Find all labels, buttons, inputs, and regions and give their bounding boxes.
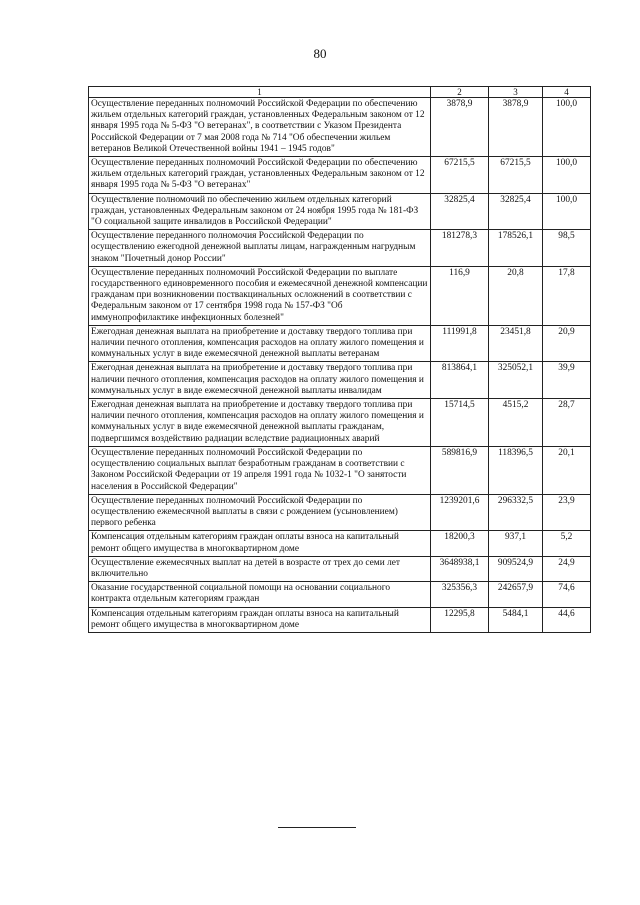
row-percent-value: 39,9: [543, 362, 591, 399]
row-actual-value: 118396,5: [489, 446, 543, 494]
table-row: [89, 446, 591, 494]
row-plan-value: 589816,9: [431, 446, 489, 494]
row-actual-value: 3878,9: [489, 98, 543, 157]
row-description: Ежегодная денежная выплата на приобретение и доставку твердого топлива при наличии печного отопления, компенсация расходов на оплату жилого помещения и коммунальных услуг в виде ежемесячной денежной выплаты ветеранам: [89, 325, 431, 362]
row-actual-value: 4515,2: [489, 399, 543, 447]
row-percent-value: 20,1: [543, 446, 591, 494]
row-percent-value: 100,0: [543, 98, 591, 157]
row-actual-value: 296332,5: [489, 494, 543, 531]
row-description: Оказание государственной социальной помощи на основании социального контракта отдельным категориям граждан: [89, 582, 431, 607]
row-percent-value: 20,9: [543, 325, 591, 362]
row-actual-value: 20,8: [489, 266, 543, 325]
separator-line: [278, 827, 356, 828]
row-percent-value: 44,6: [543, 607, 591, 632]
row-percent-value: 74,6: [543, 582, 591, 607]
row-plan-value: 325356,3: [431, 582, 489, 607]
row-actual-value: 325052,1: [489, 362, 543, 399]
table-row: [89, 98, 591, 157]
row-percent-value: 98,5: [543, 230, 591, 267]
budget-table: [88, 86, 591, 633]
page-number: 80: [313, 46, 327, 61]
table-row: [89, 494, 591, 531]
row-actual-value: 5484,1: [489, 607, 543, 632]
table-row: [89, 193, 591, 230]
table-row: [89, 582, 591, 607]
row-description: Компенсация отдельным категориям граждан оплаты взноса на капитальный ремонт общего имущества в многоквартирном доме: [89, 531, 431, 556]
table-row: [89, 399, 591, 447]
header-col-1: 1: [89, 87, 431, 98]
row-percent-value: 100,0: [543, 193, 591, 230]
header-col-4: 4: [543, 87, 591, 98]
row-actual-value: 23451,8: [489, 325, 543, 362]
row-description: Осуществление полномочий по обеспечению жильем отдельных категорий граждан, установленных Федеральным законом от 24 ноября 1995 года № 181-ФЗ "О социальной защите инвалидов в Российской Федерации": [89, 193, 431, 230]
row-percent-value: 5,2: [543, 531, 591, 556]
row-plan-value: 3878,9: [431, 98, 489, 157]
row-actual-value: 32825,4: [489, 193, 543, 230]
table-header-row: [89, 87, 591, 98]
row-description: Осуществление переданного полномочия Российской Федерации по осуществлению ежегодной денежной выплаты лицам, награжденным нагрудным знаком "Почетный донор России": [89, 230, 431, 267]
row-actual-value: 67215,5: [489, 157, 543, 194]
table-row: [89, 556, 591, 581]
row-description: Компенсация отдельным категориям граждан оплаты взноса на капитальный ремонт общего имущества в многоквартирном доме: [89, 607, 431, 632]
row-actual-value: 178526,1: [489, 230, 543, 267]
table-row: [89, 230, 591, 267]
row-percent-value: 17,8: [543, 266, 591, 325]
row-plan-value: 18200,3: [431, 531, 489, 556]
row-description: Осуществление ежемесячных выплат на детей в возрасте от трех до семи лет включительно: [89, 556, 431, 581]
row-plan-value: 111991,8: [431, 325, 489, 362]
row-percent-value: 24,9: [543, 556, 591, 581]
row-actual-value: 909524,9: [489, 556, 543, 581]
row-plan-value: 813864,1: [431, 362, 489, 399]
row-actual-value: 937,1: [489, 531, 543, 556]
table-row: [89, 531, 591, 556]
row-plan-value: 15714,5: [431, 399, 489, 447]
header-col-2: 2: [431, 87, 489, 98]
row-plan-value: 3648938,1: [431, 556, 489, 581]
table-row: [89, 362, 591, 399]
table-row: [89, 607, 591, 632]
table-row: [89, 325, 591, 362]
row-description: Ежегодная денежная выплата на приобретение и доставку твердого топлива при наличии печного отопления, компенсация расходов на оплату жилого помещения и коммунальных услуг в виде ежемесячной денежной выплаты гражданам, подвергшимся воздействию радиации вследствие радиационных аварий: [89, 399, 431, 447]
row-plan-value: 32825,4: [431, 193, 489, 230]
row-plan-value: 181278,3: [431, 230, 489, 267]
row-percent-value: 23,9: [543, 494, 591, 531]
row-description: Осуществление переданных полномочий Российской Федерации по осуществлению ежемесячной выплаты в связи с рождением (усыновлением) первого ребенка: [89, 494, 431, 531]
header-col-3: 3: [489, 87, 543, 98]
row-description: Осуществление переданных полномочий Российской Федерации по выплате государственного единовременного пособия и ежемесячной денежной компенсации гражданам при возникновении поствакцинальных осложнений в соответствии с Федеральным законом от 17 сентября 1998 года № 157-ФЗ "Об иммунопрофилактике инфекционных болезней": [89, 266, 431, 325]
row-percent-value: 28,7: [543, 399, 591, 447]
row-actual-value: 242657,9: [489, 582, 543, 607]
row-description: Осуществление переданных полномочий Российской Федерации по обеспечению жильем отдельных категорий граждан, установленных Федеральным законом от 12 января 1995 года № 5-ФЗ "О ветеранах": [89, 157, 431, 194]
row-percent-value: 100,0: [543, 157, 591, 194]
row-description: Осуществление переданных полномочий Российской Федерации по обеспечению жильем отдельных категорий граждан, установленных Федеральным законом от 12 января 1995 года № 5-ФЗ "О ветеранах", в соответствии с Указом Президента Российской Федерации от 7 мая 2008 года № 714 "Об обеспечении жильем ветеранов Великой Отечественной войны 1941 – 1945 годов": [89, 98, 431, 157]
row-plan-value: 1239201,6: [431, 494, 489, 531]
row-plan-value: 67215,5: [431, 157, 489, 194]
row-description: Осуществление переданных полномочий Российской Федерации по осуществлению социальных выплат безработным гражданам в соответствии с Законом Российской Федерации от 19 апреля 1991 года № 1032-1 "О занятости населения в Российской Федерации": [89, 446, 431, 494]
table-row: [89, 266, 591, 325]
row-plan-value: 116,9: [431, 266, 489, 325]
row-plan-value: 12295,8: [431, 607, 489, 632]
row-description: Ежегодная денежная выплата на приобретение и доставку твердого топлива при наличии печного отопления, компенсация расходов на оплату жилого помещения и коммунальных услуг в виде ежемесячной денежной выплаты инвалидам: [89, 362, 431, 399]
table-row: [89, 157, 591, 194]
